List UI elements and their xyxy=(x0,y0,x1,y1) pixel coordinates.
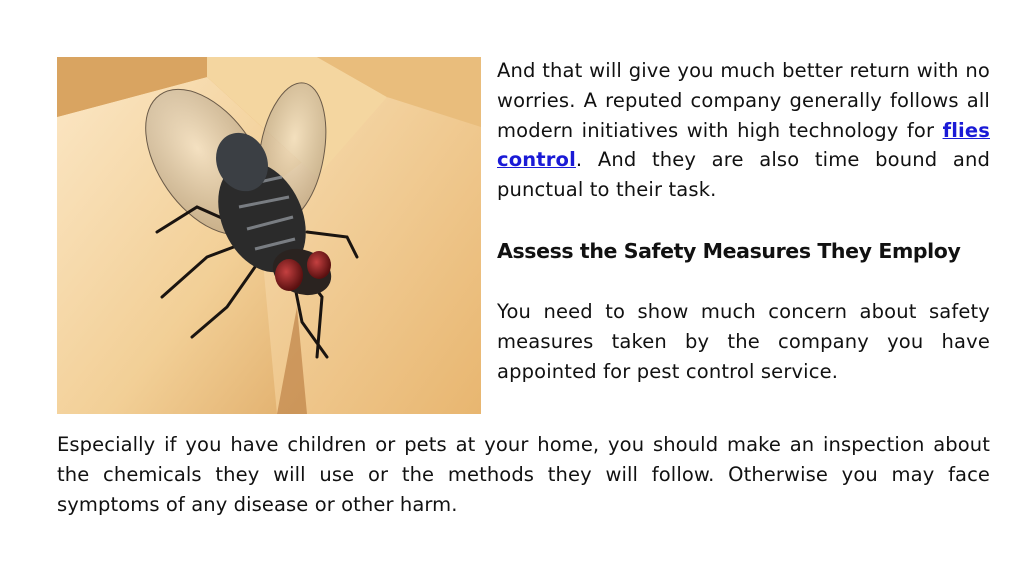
right-column xyxy=(497,56,990,386)
intro-text-after: . And they are also time bound and punctual to their task. xyxy=(497,148,990,202)
intro-paragraph xyxy=(497,56,990,205)
flies-control-link[interactable]: flies control xyxy=(497,118,990,172)
fly-photo xyxy=(57,57,481,414)
section-heading: Assess the Safety Measures They Employ xyxy=(497,238,961,263)
footer-paragraph: Especially if you have children or pets at your home, you should make an inspection about the chemicals they will use or the methods they will follow. Otherwise you may face symptoms of any disease or other harm. xyxy=(57,433,990,516)
safety-paragraph: You need to show much concern about safety measures taken by the company you have appointed for pest control service. xyxy=(497,299,990,383)
intro-text-before: And that will give you much better return with no worries. A reputed company generally follows all modern initiatives with high technology for xyxy=(497,59,990,142)
